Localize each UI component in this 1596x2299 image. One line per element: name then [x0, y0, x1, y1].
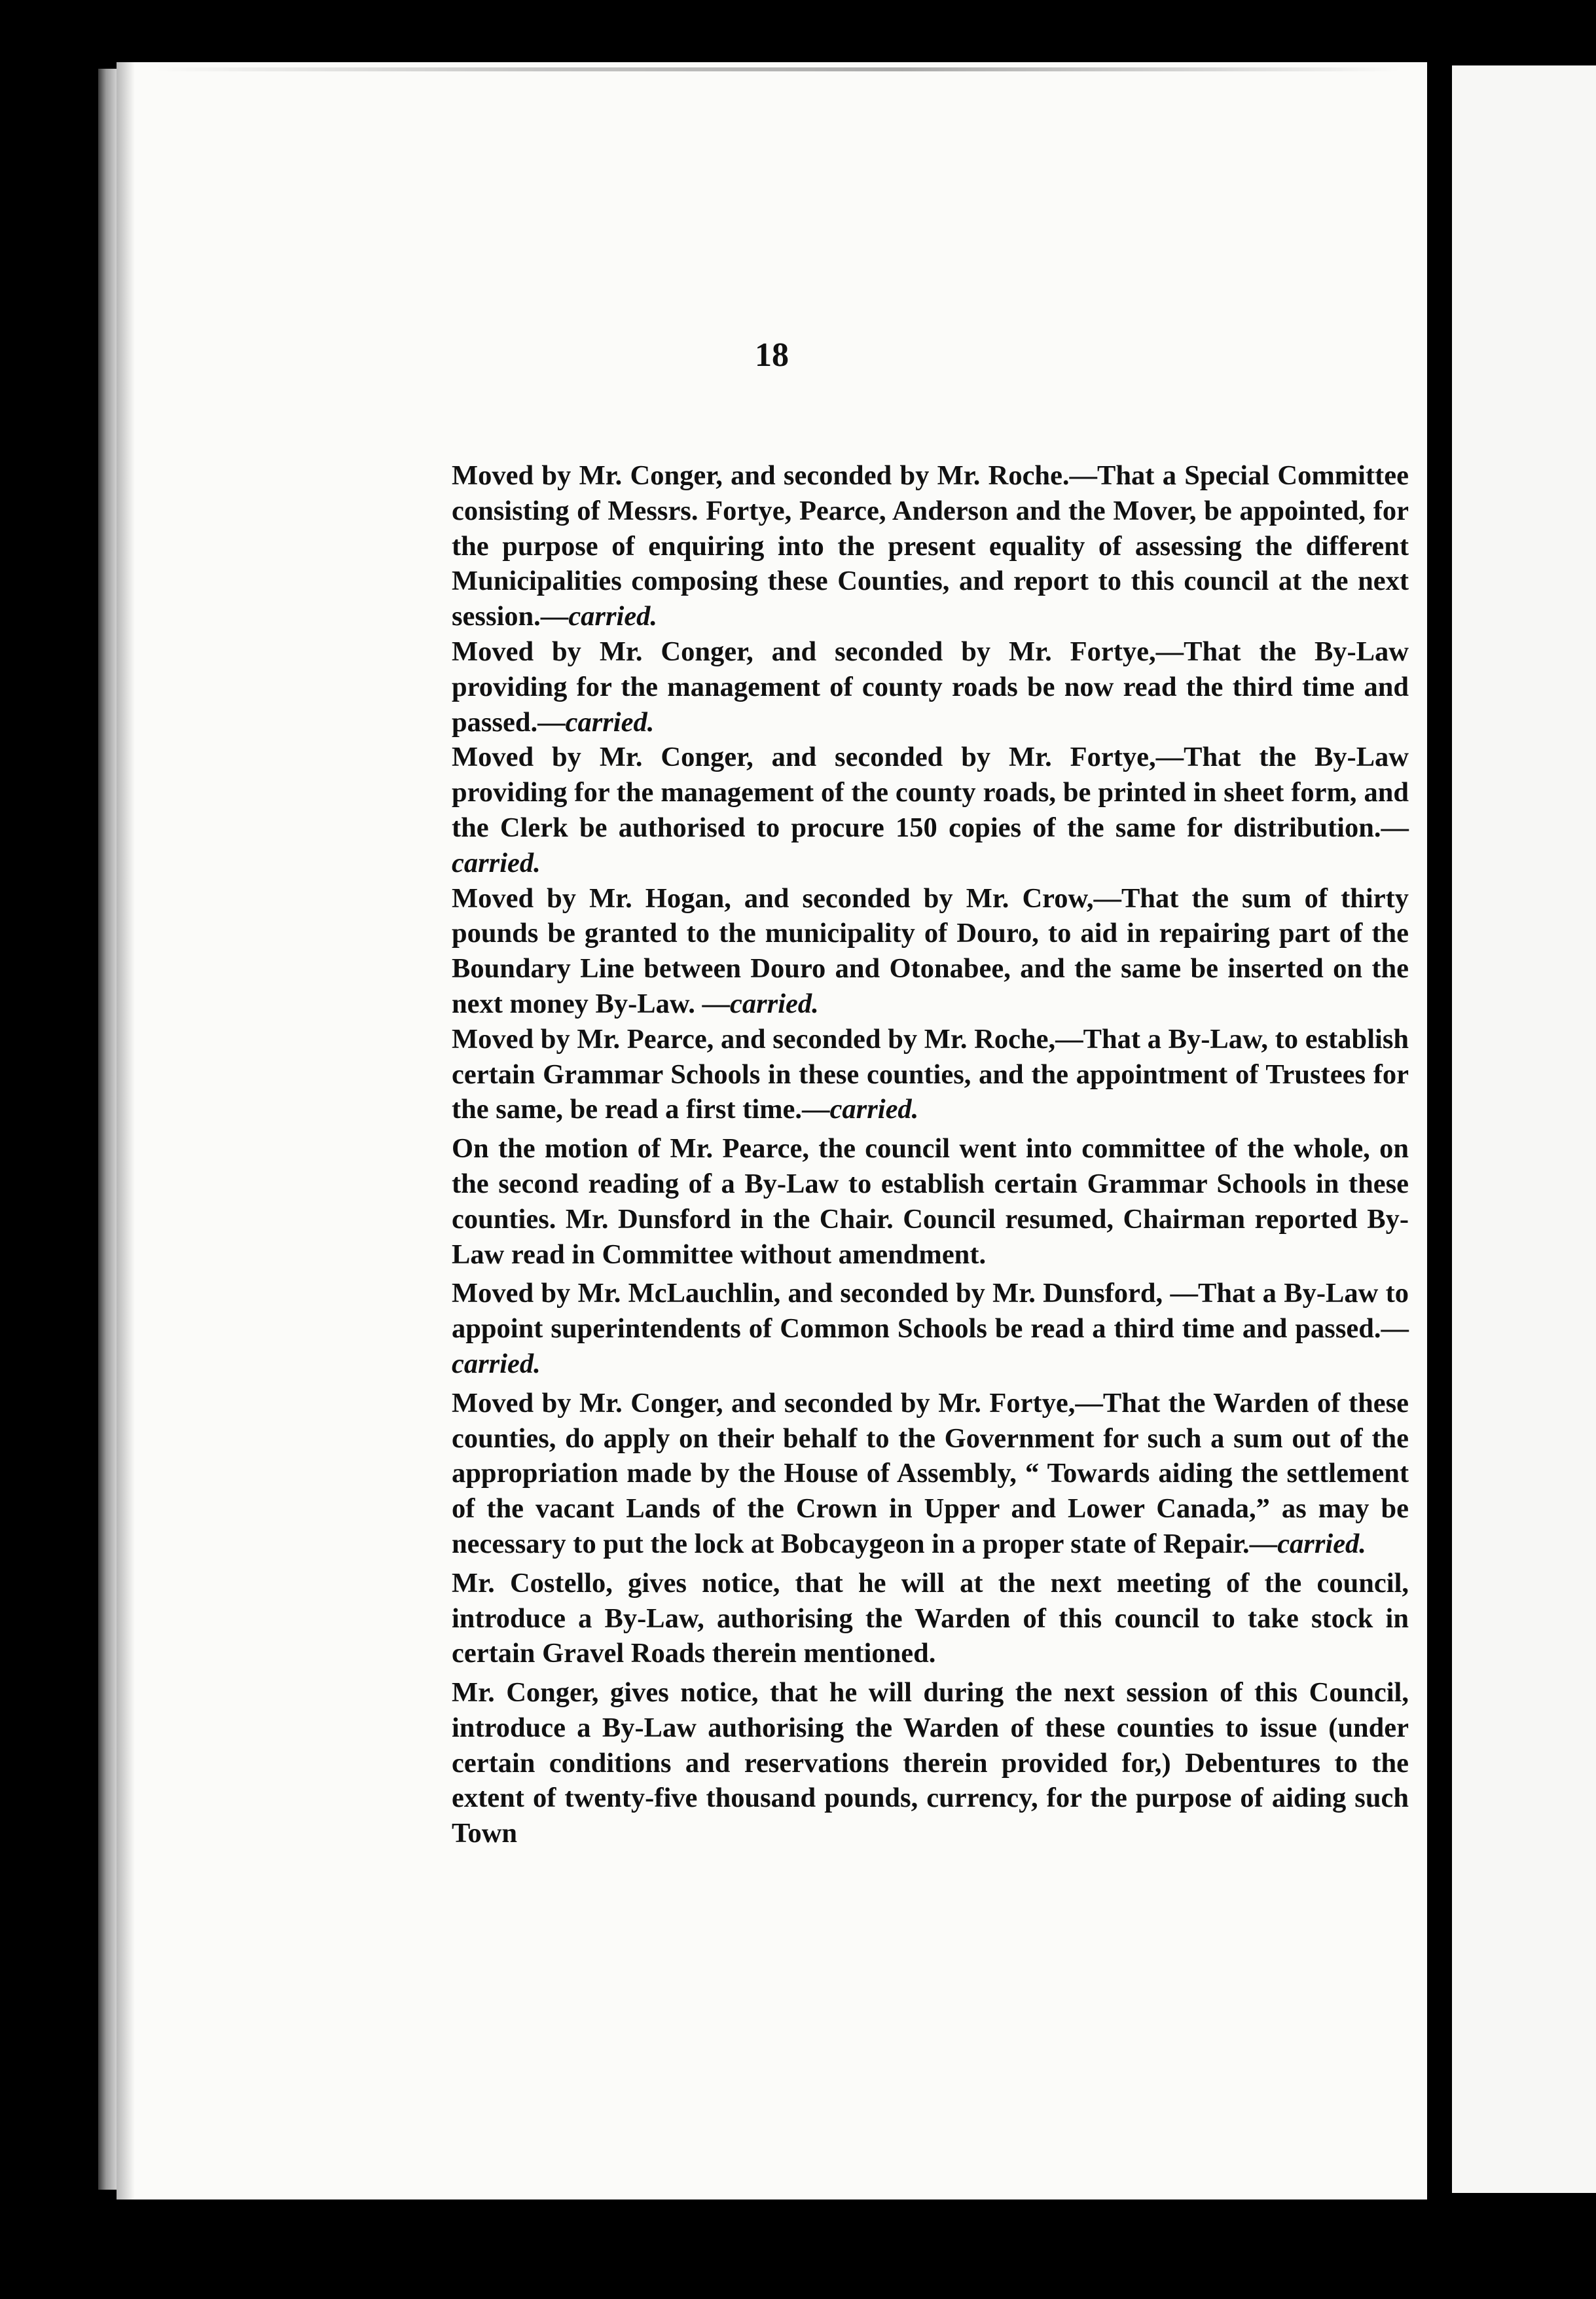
- paragraph-committee-of-whole: On the motion of Mr. Pearce, the council went into committee of the whole, on the second reading of a By-Law to establish certain Grammar Schools in these counties. Mr. Dunsford in the Chair. Council resumed, Chairman reported By-Law read in Committee without amendment.: [452, 1133, 1409, 1270]
- result-label: carried.: [829, 1094, 919, 1125]
- page-number: 18: [755, 336, 789, 374]
- book-gutter: [1427, 52, 1452, 2206]
- paragraph-motion-print-bylaw: Moved by Mr. Conger, and seconded by Mr. Fortye,—That the By-Law providing for the management of the county roads, be printed in sheet form, and the Clerk be authorised to procure 150 copies of the same for distribution.—carried.: [452, 742, 1409, 878]
- paragraph-motion-common-schools: Moved by Mr. McLauchlin, and seconded by Mr. Dunsford, —That a By-Law to appoint superintendents of Common Schools be read a third time and passed.—carried.: [452, 1278, 1409, 1379]
- facing-page-edge: [1452, 65, 1596, 2193]
- result-label: carried.: [730, 988, 819, 1019]
- paragraph-motion-grammar-schools: Moved by Mr. Pearce, and seconded by Mr. Roche,—That a By-Law, to establish certain Grammar Schools in these counties, and the appointment of Trustees for the same, be read a first time.—carried.: [452, 1023, 1409, 1125]
- paragraph-motion-bobcaygeon-lock: Moved by Mr. Conger, and seconded by Mr. Fortye,—That the Warden of these counties, do apply on their behalf to the Government for such a sum out of the appropriation made by the House of Assembly, “ Towards aiding the settlement of the vacant Lands of the Crown in Upper and Lower Canada,” as may be necessary to put the lock at Bobcaygeon in a proper state of Repair.—carried.: [452, 1387, 1409, 1559]
- paragraph-motion-special-committee: Moved by Mr. Conger, and seconded by Mr. Roche.—That a Special Committee consisting of Messrs. Fortye, Pearce, Anderson and the Mover, be appointed, for the purpose of enquiring into the present equality of assessing the different Municipalities composing these Counties, and report to this council at the next session.—carried.: [452, 460, 1409, 632]
- result-label: carried.: [1277, 1528, 1366, 1559]
- result-label: carried.: [565, 706, 655, 738]
- paragraph-motion-county-roads-third-reading: Moved by Mr. Conger, and seconded by Mr. Fortye,—That the By-Law providing for the management of county roads be now read the third time and passed.—carried.: [452, 636, 1409, 738]
- paragraph-motion-douro-boundary: Moved by Mr. Hogan, and seconded by Mr. Crow,—That the sum of thirty pounds be granted to the municipality of Douro, to aid in repairing part of the Boundary Line between Douro and Otonabee, and the same be inserted on the next money By-Law. —carried.: [452, 882, 1409, 1019]
- page-shadow: [117, 62, 135, 2199]
- paragraph-notice-conger: Mr. Conger, gives notice, that he will during the next session of this Council, introduce a By-Law authorising the Warden of these counties to issue (under certain conditions and reservations therein provided for,) Debentures to the extent of twenty-five thousand pounds, currency, for the purpose of aiding such Town: [452, 1677, 1409, 1849]
- page-top-mark: [156, 67, 1400, 71]
- result-label: carried.: [452, 1348, 541, 1379]
- document-page: [117, 62, 1427, 2199]
- minutes-text: [452, 458, 1409, 1851]
- binding-edge: [98, 69, 118, 2190]
- result-label: carried.: [568, 601, 658, 632]
- result-label: carried.: [452, 847, 541, 878]
- paragraph-notice-costello: Mr. Costello, gives notice, that he will at the next meeting of the council, introduce a By-Law, authorising the Warden of this council to take stock in certain Gravel Roads therein mentioned.: [452, 1567, 1409, 1669]
